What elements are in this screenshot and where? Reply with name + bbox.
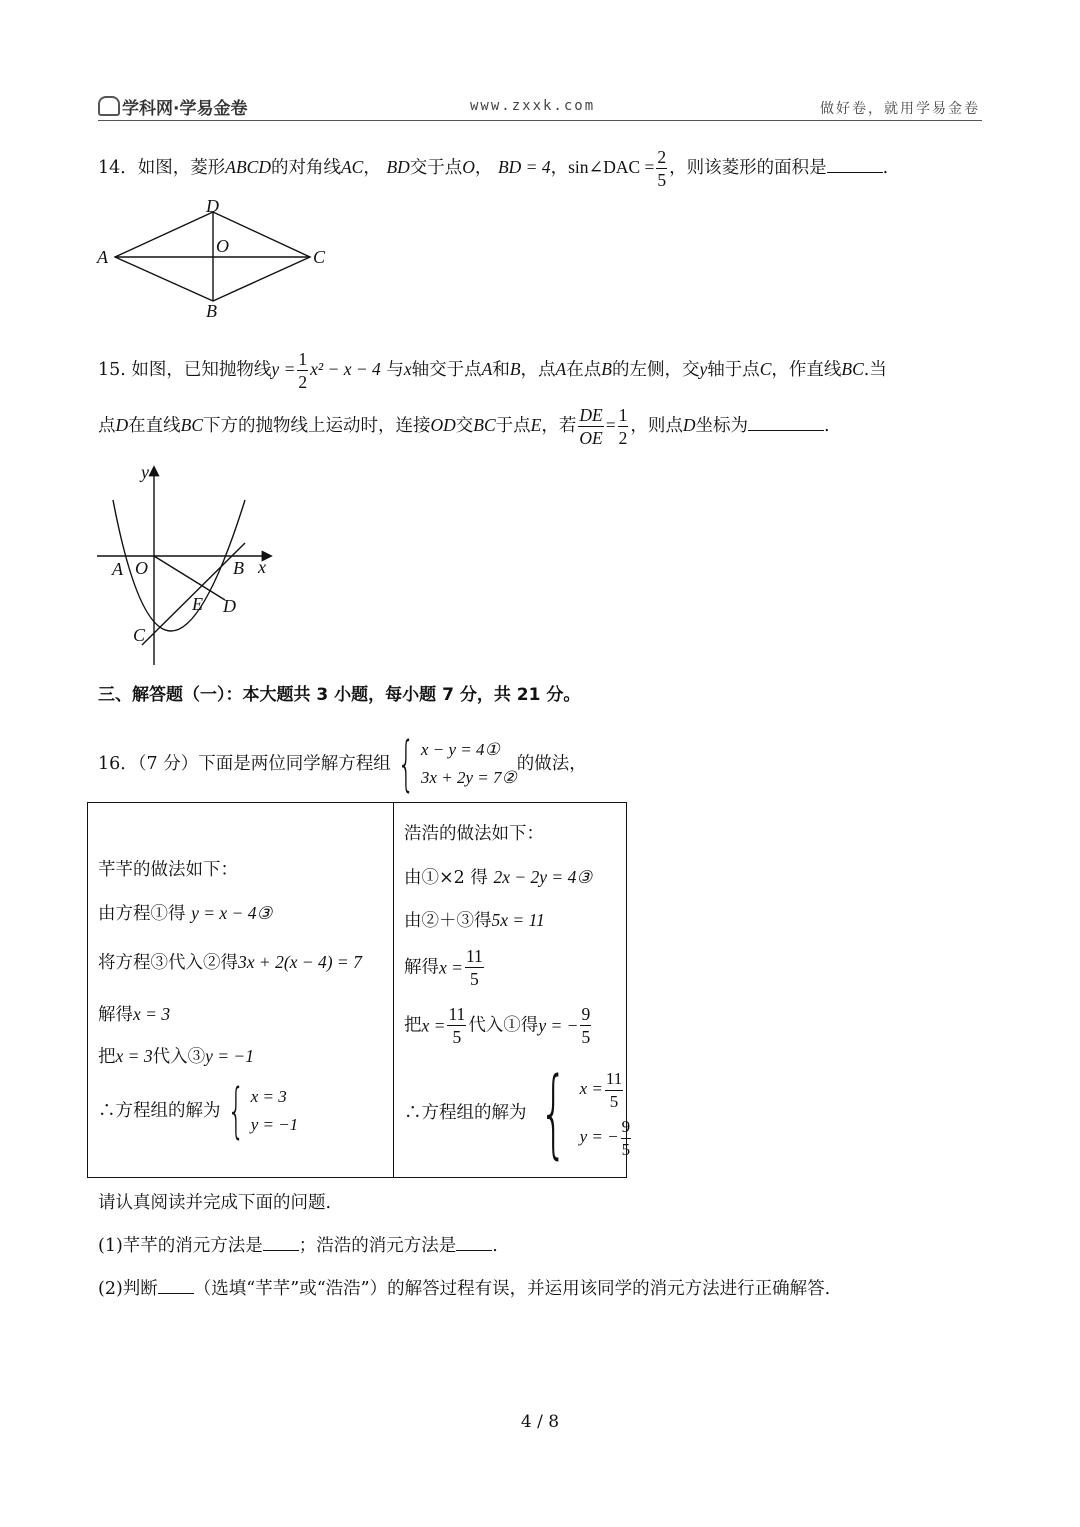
answer-blank-14[interactable]	[827, 154, 883, 173]
header-logo: 学科网·学易金卷	[98, 94, 247, 119]
rhombus-figure	[95, 195, 335, 325]
fraction-2-5: $\frac{2}{5}$	[657, 147, 667, 190]
section-heading: 三、解答题（一）：本大题共 3 小题，每小题 7 分，共 21 分。	[98, 685, 581, 705]
sub-question-2: (2)判断 （选填“芊芊”或“浩浩”）的解答过程有误，并运用该同学的消元方法进行正确解答.	[98, 1275, 830, 1302]
solutions-table	[87, 802, 631, 1178]
brace-icon: {	[227, 1076, 245, 1146]
label-b: B	[233, 558, 244, 578]
line-od	[154, 556, 225, 600]
label-y: y	[141, 462, 149, 482]
label-d: D	[223, 596, 236, 616]
label-a: A	[112, 559, 123, 579]
question-15-line-1: 15. 如图，已知抛物线y = $\frac{1}{2}$ x² − x − 4 与x轴交于点A和B，点A在点B的左侧，交y轴于点C，作直线BC.当	[98, 349, 887, 392]
equation-system: x − y = 4① 3x + 2y = 7②	[420, 740, 517, 787]
label-a: A	[97, 247, 108, 267]
instructions: 请认真阅读并完成下面的问题.	[98, 1193, 332, 1213]
right-solution-cell: 浩浩的做法如下： 由①×2 得 2x − 2y = 4③ 由②＋③得5x = 11 解得x = $\frac{11}{5}$ 把x = $\frac{11}{5}$ 代入①得y = − $\frac{9}{5}$ ∴方程组的解为 { x = $\frac{11}{5}$ y = − $\frac{9}{5}$	[394, 803, 627, 1178]
answer-blank-15[interactable]	[748, 412, 824, 431]
question-14: 14．如图，菱形ABCD的对角线AC， BD交于点O， BD = 4，sin∠DAC = $\frac{2}{5}$ ，则该菱形的面积是 .	[98, 147, 889, 190]
question-15-line-2: 点D在直线BC下方的抛物线上运动时，连接OD交BC于点E，若 $\frac{DE}{OE}$ = $\frac{1}{2}$ ，则点D坐标为 .	[98, 405, 830, 448]
answer-blank-1b[interactable]	[456, 1232, 492, 1251]
header-url[interactable]: www.zxxk.com	[470, 98, 596, 114]
label-b: B	[206, 301, 217, 321]
brace-icon: {	[397, 729, 415, 799]
header-divider	[98, 120, 982, 121]
brace-icon: {	[539, 1057, 567, 1169]
label-o: O	[216, 236, 229, 256]
left-solution-cell: 芊芊的做法如下： 由方程①得 y = x − 4③ 将方程③代入②得3x + 2(x − 4) = 7 解得x = 3 把x = 3代入③y = −1 ∴方程组的解为 { x = 3 y = −1	[88, 803, 394, 1178]
label-c: C	[313, 247, 326, 267]
header-slogan: 做好卷，就用学易金卷	[820, 101, 980, 117]
label-c: C	[133, 625, 146, 645]
answer-blank-2[interactable]	[158, 1275, 194, 1294]
logo-icon	[98, 96, 120, 116]
sub-question-1: (1)芊芊的消元方法是 ；浩浩的消元方法是 .	[98, 1232, 498, 1259]
label-x: x	[258, 557, 266, 577]
answer-blank-1a[interactable]	[263, 1232, 299, 1251]
label-e: E	[192, 594, 203, 614]
page-number: 4 / 8	[520, 1412, 560, 1432]
label-d: D	[206, 196, 219, 216]
label-o: O	[135, 558, 148, 578]
question-16: 16．（7 分）下面是两位同学解方程组 { x − y = 4① 3x + 2y = 7② 的做法，	[98, 729, 587, 799]
parabola-figure	[95, 460, 285, 675]
